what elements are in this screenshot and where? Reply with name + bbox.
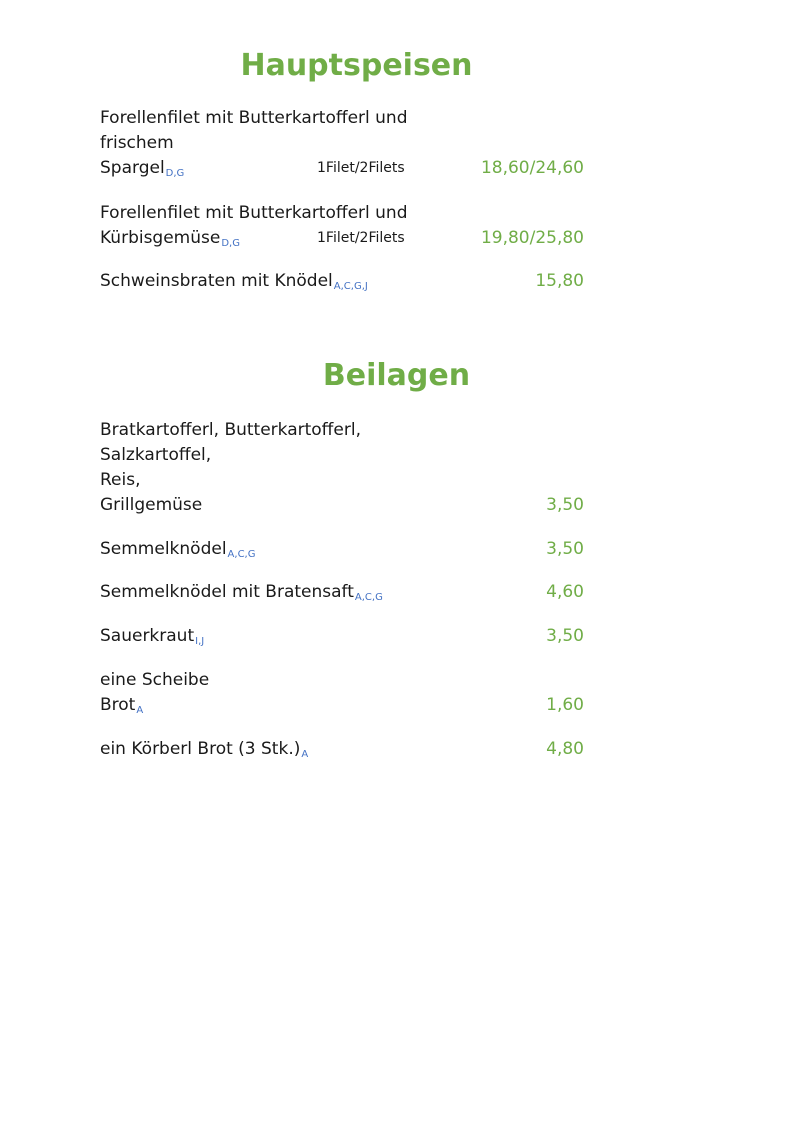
allergen-codes: D,G: [221, 238, 240, 249]
allergen-codes: D,G: [165, 168, 185, 179]
item-name-text: ein Körberl Brot (3 Stk.): [100, 739, 301, 759]
item-price: 15,80: [535, 271, 584, 291]
item-name-line: [100, 624, 430, 654]
allergen-codes: A,C,G: [354, 592, 383, 603]
menu-item: [100, 624, 584, 654]
item-name-line: frischem: [100, 133, 174, 153]
item-name-text: Kürbisgemüse: [100, 228, 221, 248]
portion-label: 1Filet/2Filets: [317, 160, 405, 176]
item-name-text: Semmelknödel: [100, 539, 227, 559]
item-name-line: Bratkartofferl, Butterkartofferl,: [100, 420, 361, 440]
item-price: 3,50: [546, 539, 584, 559]
item-name-text: Spargel: [100, 158, 165, 178]
allergen-codes: A,C,G,J: [333, 281, 368, 292]
item-price: 19,80/25,80: [480, 228, 584, 248]
item-price: 3,50: [546, 495, 584, 515]
menu-item: [100, 269, 584, 299]
item-name-text: Sauerkraut: [100, 626, 195, 646]
menu-item: [100, 580, 584, 610]
item-name-line: Salzkartoffel,: [100, 445, 212, 465]
menu-item: [100, 737, 584, 767]
allergen-codes: A,C,G: [227, 549, 256, 560]
item-price: 18,60/24,60: [480, 158, 584, 178]
section-title-hauptspeisen: Hauptspeisen: [240, 48, 473, 83]
item-price: 4,80: [546, 739, 584, 759]
item-name-line: [100, 693, 430, 723]
item-name-line: [100, 737, 430, 767]
item-price: 1,60: [546, 695, 584, 715]
item-name-line: eine Scheibe: [100, 670, 210, 690]
item-name-text: Semmelknödel mit Bratensaft: [100, 582, 354, 602]
item-price: 3,50: [546, 626, 584, 646]
menu-item: [100, 537, 584, 567]
item-name-line: [100, 537, 430, 567]
item-name-line: Forellenfilet mit Butterkartofferl und: [100, 203, 408, 223]
item-name-line: [100, 580, 430, 610]
item-price: 4,60: [546, 582, 584, 602]
allergen-codes: I,J: [195, 636, 205, 647]
item-name-line: Grillgemüse: [100, 495, 203, 515]
portion-label: 1Filet/2Filets: [317, 230, 405, 246]
item-name-text: Schweinsbraten mit Knödel: [100, 271, 333, 291]
menu-item: [100, 668, 584, 723]
item-name-text: Brot: [100, 695, 136, 715]
section-title-beilagen: Beilagen: [322, 358, 471, 393]
menu-item: [100, 106, 584, 186]
allergen-codes: A: [301, 749, 309, 760]
item-name-line: Reis,: [100, 470, 141, 490]
item-name-line: [100, 269, 430, 299]
menu-item: [100, 201, 584, 256]
item-name-line: Forellenfilet mit Butterkartofferl und: [100, 108, 408, 128]
menu-item: [100, 418, 584, 518]
allergen-codes: A: [136, 705, 144, 716]
